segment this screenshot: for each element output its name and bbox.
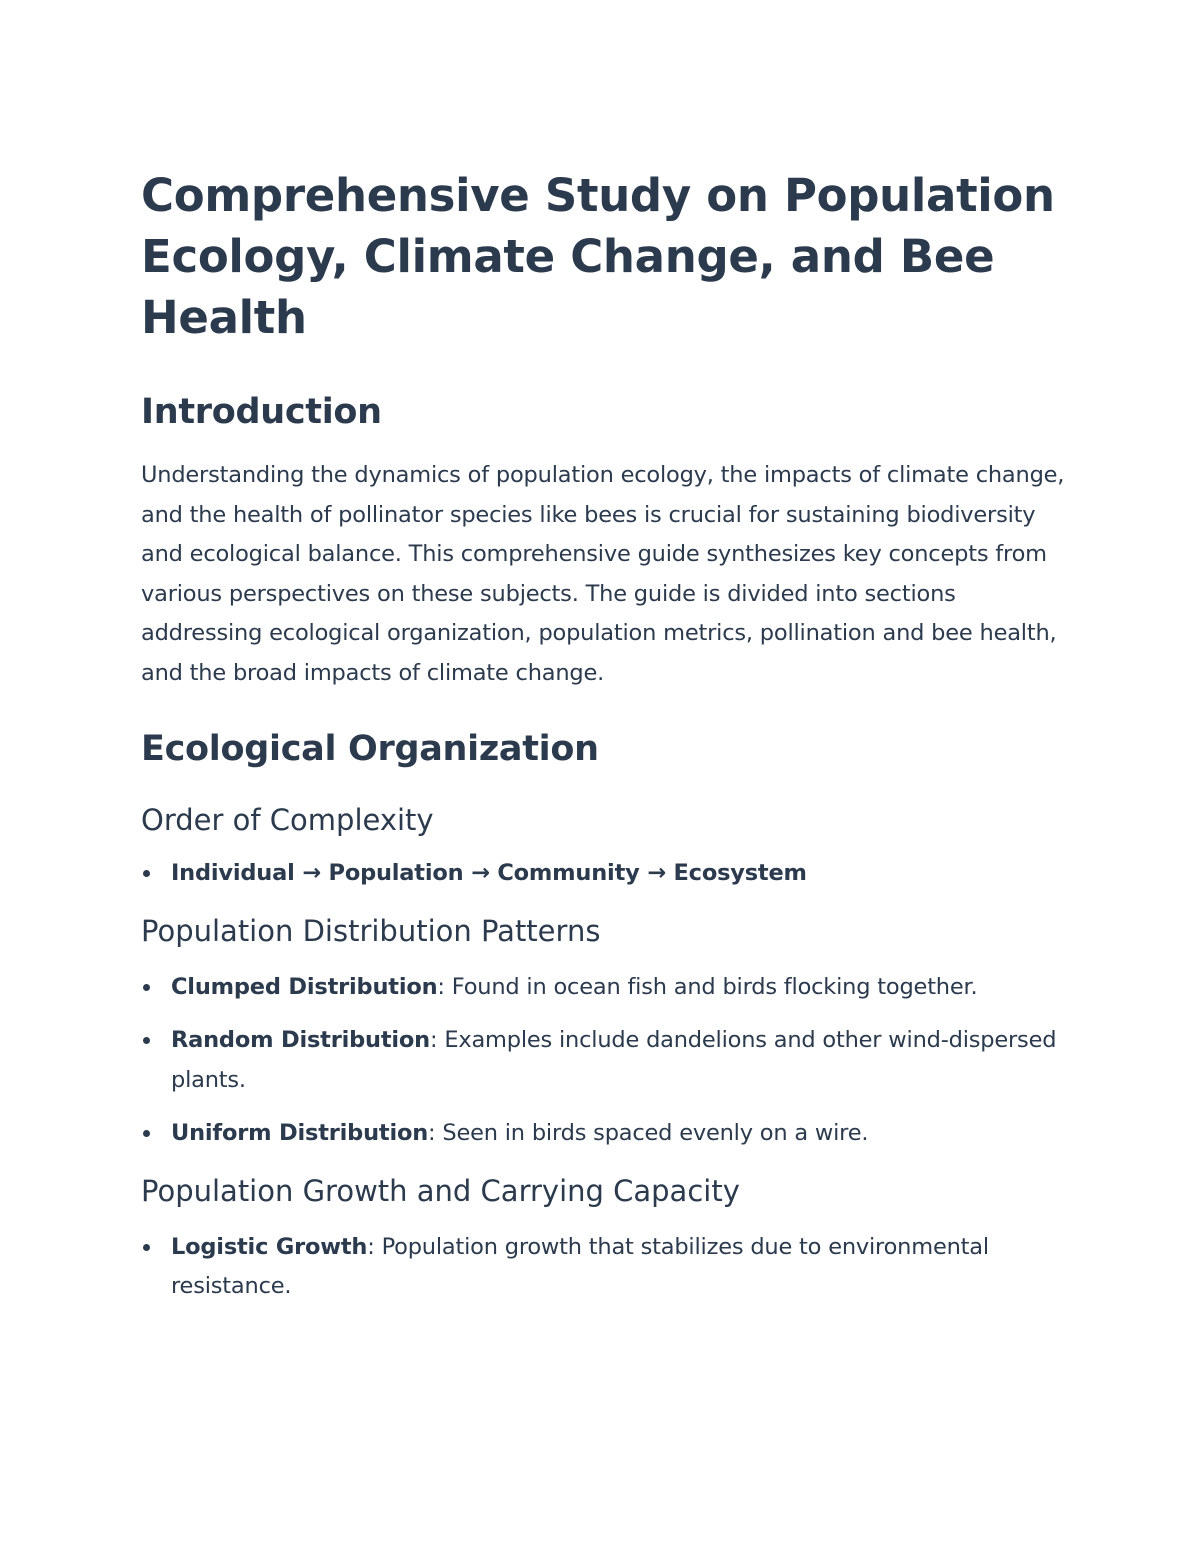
list-item-text: : Examples include dandelions and other wind-dispersed plants.	[171, 1027, 1057, 1093]
introduction-paragraph: Understanding the dynamics of population ecology, the impacts of climate change, and the health of pollinator species like bees is crucial for sustaining biodiversity and ecological balance. This comprehensive guide synthesizes key concepts from various perspectives on these subjects. The guide is divided into sections addressing ecological organization, population metrics, pollination and bee health, and the broad impacts of climate change.	[141, 462, 1065, 686]
distribution-patterns-heading: Population Distribution Patterns	[141, 913, 601, 948]
bullet-icon	[143, 1037, 150, 1044]
list-item-text: : Found in ocean fish and birds flocking together.	[437, 973, 978, 1000]
bullet-icon	[143, 1244, 150, 1251]
distribution-patterns-list	[141, 968, 1071, 1154]
ecological-organization-heading: Ecological Organization	[141, 729, 599, 769]
list-item-text: : Seen in birds spaced evenly on a wire.	[428, 1120, 869, 1146]
list-item	[141, 854, 1071, 894]
list-item-bold: Uniform Distribution	[171, 1120, 429, 1146]
introduction-heading: Introduction	[141, 392, 382, 432]
list-item	[141, 968, 1071, 1008]
list-item	[141, 1021, 1071, 1100]
list-item-bold: Logistic Growth	[171, 1233, 368, 1260]
list-item	[141, 1114, 1071, 1154]
order-of-complexity-heading: Order of Complexity	[141, 803, 434, 837]
order-of-complexity-list	[141, 854, 1071, 894]
list-item-text: : Population growth that stabilizes due to environmental resistance.	[171, 1233, 989, 1299]
growth-capacity-heading: Population Growth and Carrying Capacity	[141, 1173, 740, 1208]
bullet-icon	[143, 984, 150, 991]
growth-capacity-list	[141, 1228, 1071, 1307]
bullet-icon	[143, 870, 150, 877]
document-page	[141, 165, 1071, 1307]
document-title: Comprehensive Study on Population Ecology, Climate Change, and Bee Health	[141, 169, 1055, 344]
bullet-icon	[143, 1130, 150, 1137]
list-item-bold: Random Distribution	[171, 1027, 430, 1053]
list-item	[141, 1228, 1071, 1307]
list-item-bold: Clumped Distribution	[171, 973, 438, 1000]
list-item-bold: Individual → Population → Community → Ecosystem	[171, 860, 807, 886]
